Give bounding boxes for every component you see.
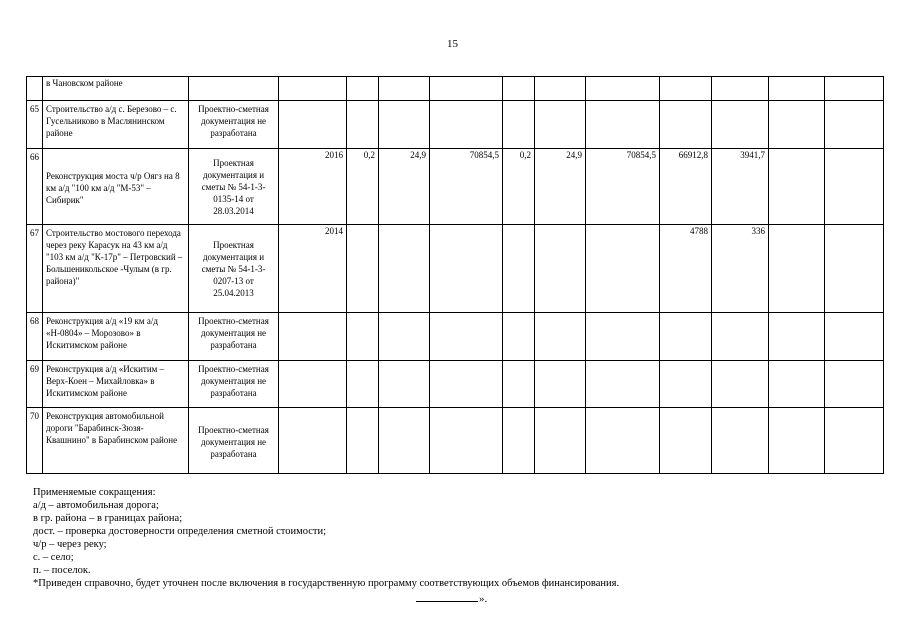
value-cell bbox=[379, 101, 430, 149]
value-cell bbox=[535, 313, 586, 361]
value-cell bbox=[660, 313, 712, 361]
value-cell bbox=[279, 313, 347, 361]
note-item: с. – село; bbox=[33, 552, 74, 563]
documentation-status: Проектно-сметная документация не разработана bbox=[189, 101, 279, 149]
value-cell bbox=[279, 408, 347, 474]
object-name: Реконструкция а/д «Искитим – Верх-Коен – Михайловка» в Искитимском районе bbox=[43, 361, 189, 408]
object-name: в Чановском районе bbox=[43, 77, 189, 101]
documentation-status bbox=[189, 77, 279, 101]
value-cell bbox=[347, 225, 379, 313]
value-cell bbox=[586, 361, 660, 408]
value-cell bbox=[769, 77, 825, 101]
value-cell bbox=[825, 408, 884, 474]
value-cell: 24,9 bbox=[379, 149, 430, 225]
value-cell bbox=[347, 408, 379, 474]
value-cell bbox=[769, 361, 825, 408]
row-number: 65 bbox=[27, 101, 43, 149]
row-number: 68 bbox=[27, 313, 43, 361]
closing-quote: ». bbox=[479, 593, 488, 605]
documentation-status: Проектно-сметная документация не разработана bbox=[189, 313, 279, 361]
table-row bbox=[27, 149, 884, 225]
value-cell bbox=[586, 77, 660, 101]
note-item: дост. – проверка достоверности определения сметной стоимости; bbox=[33, 526, 327, 537]
object-name: Реконструкция автомобильной дороги "Барабинск-Зюзя-Квашнино" в Барабинском районе bbox=[43, 408, 189, 474]
abbreviations-notes bbox=[33, 486, 619, 590]
value-cell bbox=[712, 313, 769, 361]
value-cell bbox=[586, 101, 660, 149]
value-cell bbox=[535, 77, 586, 101]
value-cell bbox=[769, 225, 825, 313]
value-cell bbox=[712, 77, 769, 101]
value-cell bbox=[347, 77, 379, 101]
row-number bbox=[27, 77, 43, 101]
value-cell bbox=[379, 77, 430, 101]
table-row bbox=[27, 313, 884, 361]
value-cell bbox=[430, 101, 503, 149]
value-cell bbox=[825, 101, 884, 149]
value-cell bbox=[660, 101, 712, 149]
value-cell bbox=[535, 408, 586, 474]
value-cell bbox=[586, 313, 660, 361]
value-cell bbox=[712, 361, 769, 408]
closing-underline bbox=[416, 601, 478, 602]
value-cell bbox=[503, 77, 535, 101]
row-number: 70 bbox=[27, 408, 43, 474]
value-cell bbox=[769, 313, 825, 361]
object-name: Строительство а/д с. Березово – с. Гусельниково в Маслянинском районе bbox=[43, 101, 189, 149]
row-number: 69 bbox=[27, 361, 43, 408]
closing-mark bbox=[416, 593, 487, 605]
value-cell bbox=[769, 149, 825, 225]
value-cell bbox=[279, 77, 347, 101]
value-cell: 0,2 bbox=[503, 149, 535, 225]
table-row bbox=[27, 225, 884, 313]
note-item: а/д – автомобильная дорога; bbox=[33, 500, 159, 511]
documentation-status: Проектная документация и сметы № 54-1-3-0207-13 от 25.04.2013 bbox=[189, 225, 279, 313]
value-cell: 2016 bbox=[279, 149, 347, 225]
value-cell bbox=[825, 225, 884, 313]
value-cell bbox=[430, 313, 503, 361]
value-cell: 0,2 bbox=[347, 149, 379, 225]
note-item: в гр. района – в границах района; bbox=[33, 513, 183, 524]
value-cell bbox=[535, 225, 586, 313]
value-cell bbox=[769, 101, 825, 149]
value-cell bbox=[347, 361, 379, 408]
value-cell bbox=[825, 77, 884, 101]
construction-objects-table bbox=[26, 76, 884, 474]
value-cell bbox=[503, 225, 535, 313]
notes-heading: Применяемые сокращения: bbox=[33, 487, 156, 498]
table-row bbox=[27, 408, 884, 474]
table-row bbox=[27, 77, 884, 101]
value-cell: 66912,8 bbox=[660, 149, 712, 225]
value-cell bbox=[430, 77, 503, 101]
value-cell: 4788 bbox=[660, 225, 712, 313]
value-cell bbox=[379, 225, 430, 313]
documentation-status: Проектно-сметная документация не разработана bbox=[189, 408, 279, 474]
footnote: *Приведен справочно, будет уточнен после включения в государственную программу соответствующих объемов финансирования. bbox=[33, 578, 620, 589]
table-row bbox=[27, 361, 884, 408]
object-name: Строительство мостового перехода через реку Карасук на 43 км а/д "103 км а/д "К-17р" – Петровский – Большеникольское -Чулым (в гр. района)" bbox=[43, 225, 189, 313]
row-number: 66 bbox=[27, 149, 43, 225]
value-cell bbox=[535, 361, 586, 408]
value-cell bbox=[825, 313, 884, 361]
value-cell bbox=[379, 313, 430, 361]
value-cell bbox=[825, 361, 884, 408]
value-cell bbox=[379, 408, 430, 474]
note-item: ч/р – через реку; bbox=[33, 539, 107, 550]
value-cell bbox=[503, 361, 535, 408]
value-cell bbox=[660, 408, 712, 474]
object-name: Реконструкция моста ч/р Оягз на 8 км а/д "100 км а/д "М-53" – Сибирик" bbox=[43, 149, 189, 225]
value-cell bbox=[347, 313, 379, 361]
value-cell bbox=[535, 101, 586, 149]
value-cell bbox=[660, 77, 712, 101]
page-number: 15 bbox=[447, 38, 458, 50]
value-cell bbox=[430, 361, 503, 408]
value-cell bbox=[503, 313, 535, 361]
value-cell bbox=[586, 408, 660, 474]
note-item: п. – поселок. bbox=[33, 565, 91, 576]
object-name: Реконструкция а/д «19 км а/д «Н-0804» – Морозово» в Искитимском районе bbox=[43, 313, 189, 361]
value-cell bbox=[379, 361, 430, 408]
value-cell bbox=[660, 361, 712, 408]
value-cell: 3941,7 bbox=[712, 149, 769, 225]
documentation-status: Проектно-сметная документация не разработана bbox=[189, 361, 279, 408]
value-cell bbox=[347, 101, 379, 149]
value-cell bbox=[712, 408, 769, 474]
row-number: 67 bbox=[27, 225, 43, 313]
table-row bbox=[27, 101, 884, 149]
value-cell bbox=[712, 101, 769, 149]
value-cell bbox=[503, 408, 535, 474]
value-cell: 70854,5 bbox=[586, 149, 660, 225]
value-cell bbox=[769, 408, 825, 474]
value-cell bbox=[430, 408, 503, 474]
value-cell bbox=[825, 149, 884, 225]
value-cell bbox=[279, 101, 347, 149]
documentation-status: Проектная документация и сметы № 54-1-3-0135-14 от 28.03.2014 bbox=[189, 149, 279, 225]
value-cell bbox=[430, 225, 503, 313]
value-cell: 70854,5 bbox=[430, 149, 503, 225]
value-cell bbox=[586, 225, 660, 313]
value-cell: 24,9 bbox=[535, 149, 586, 225]
value-cell: 2014 bbox=[279, 225, 347, 313]
value-cell bbox=[503, 101, 535, 149]
value-cell bbox=[279, 361, 347, 408]
value-cell: 336 bbox=[712, 225, 769, 313]
